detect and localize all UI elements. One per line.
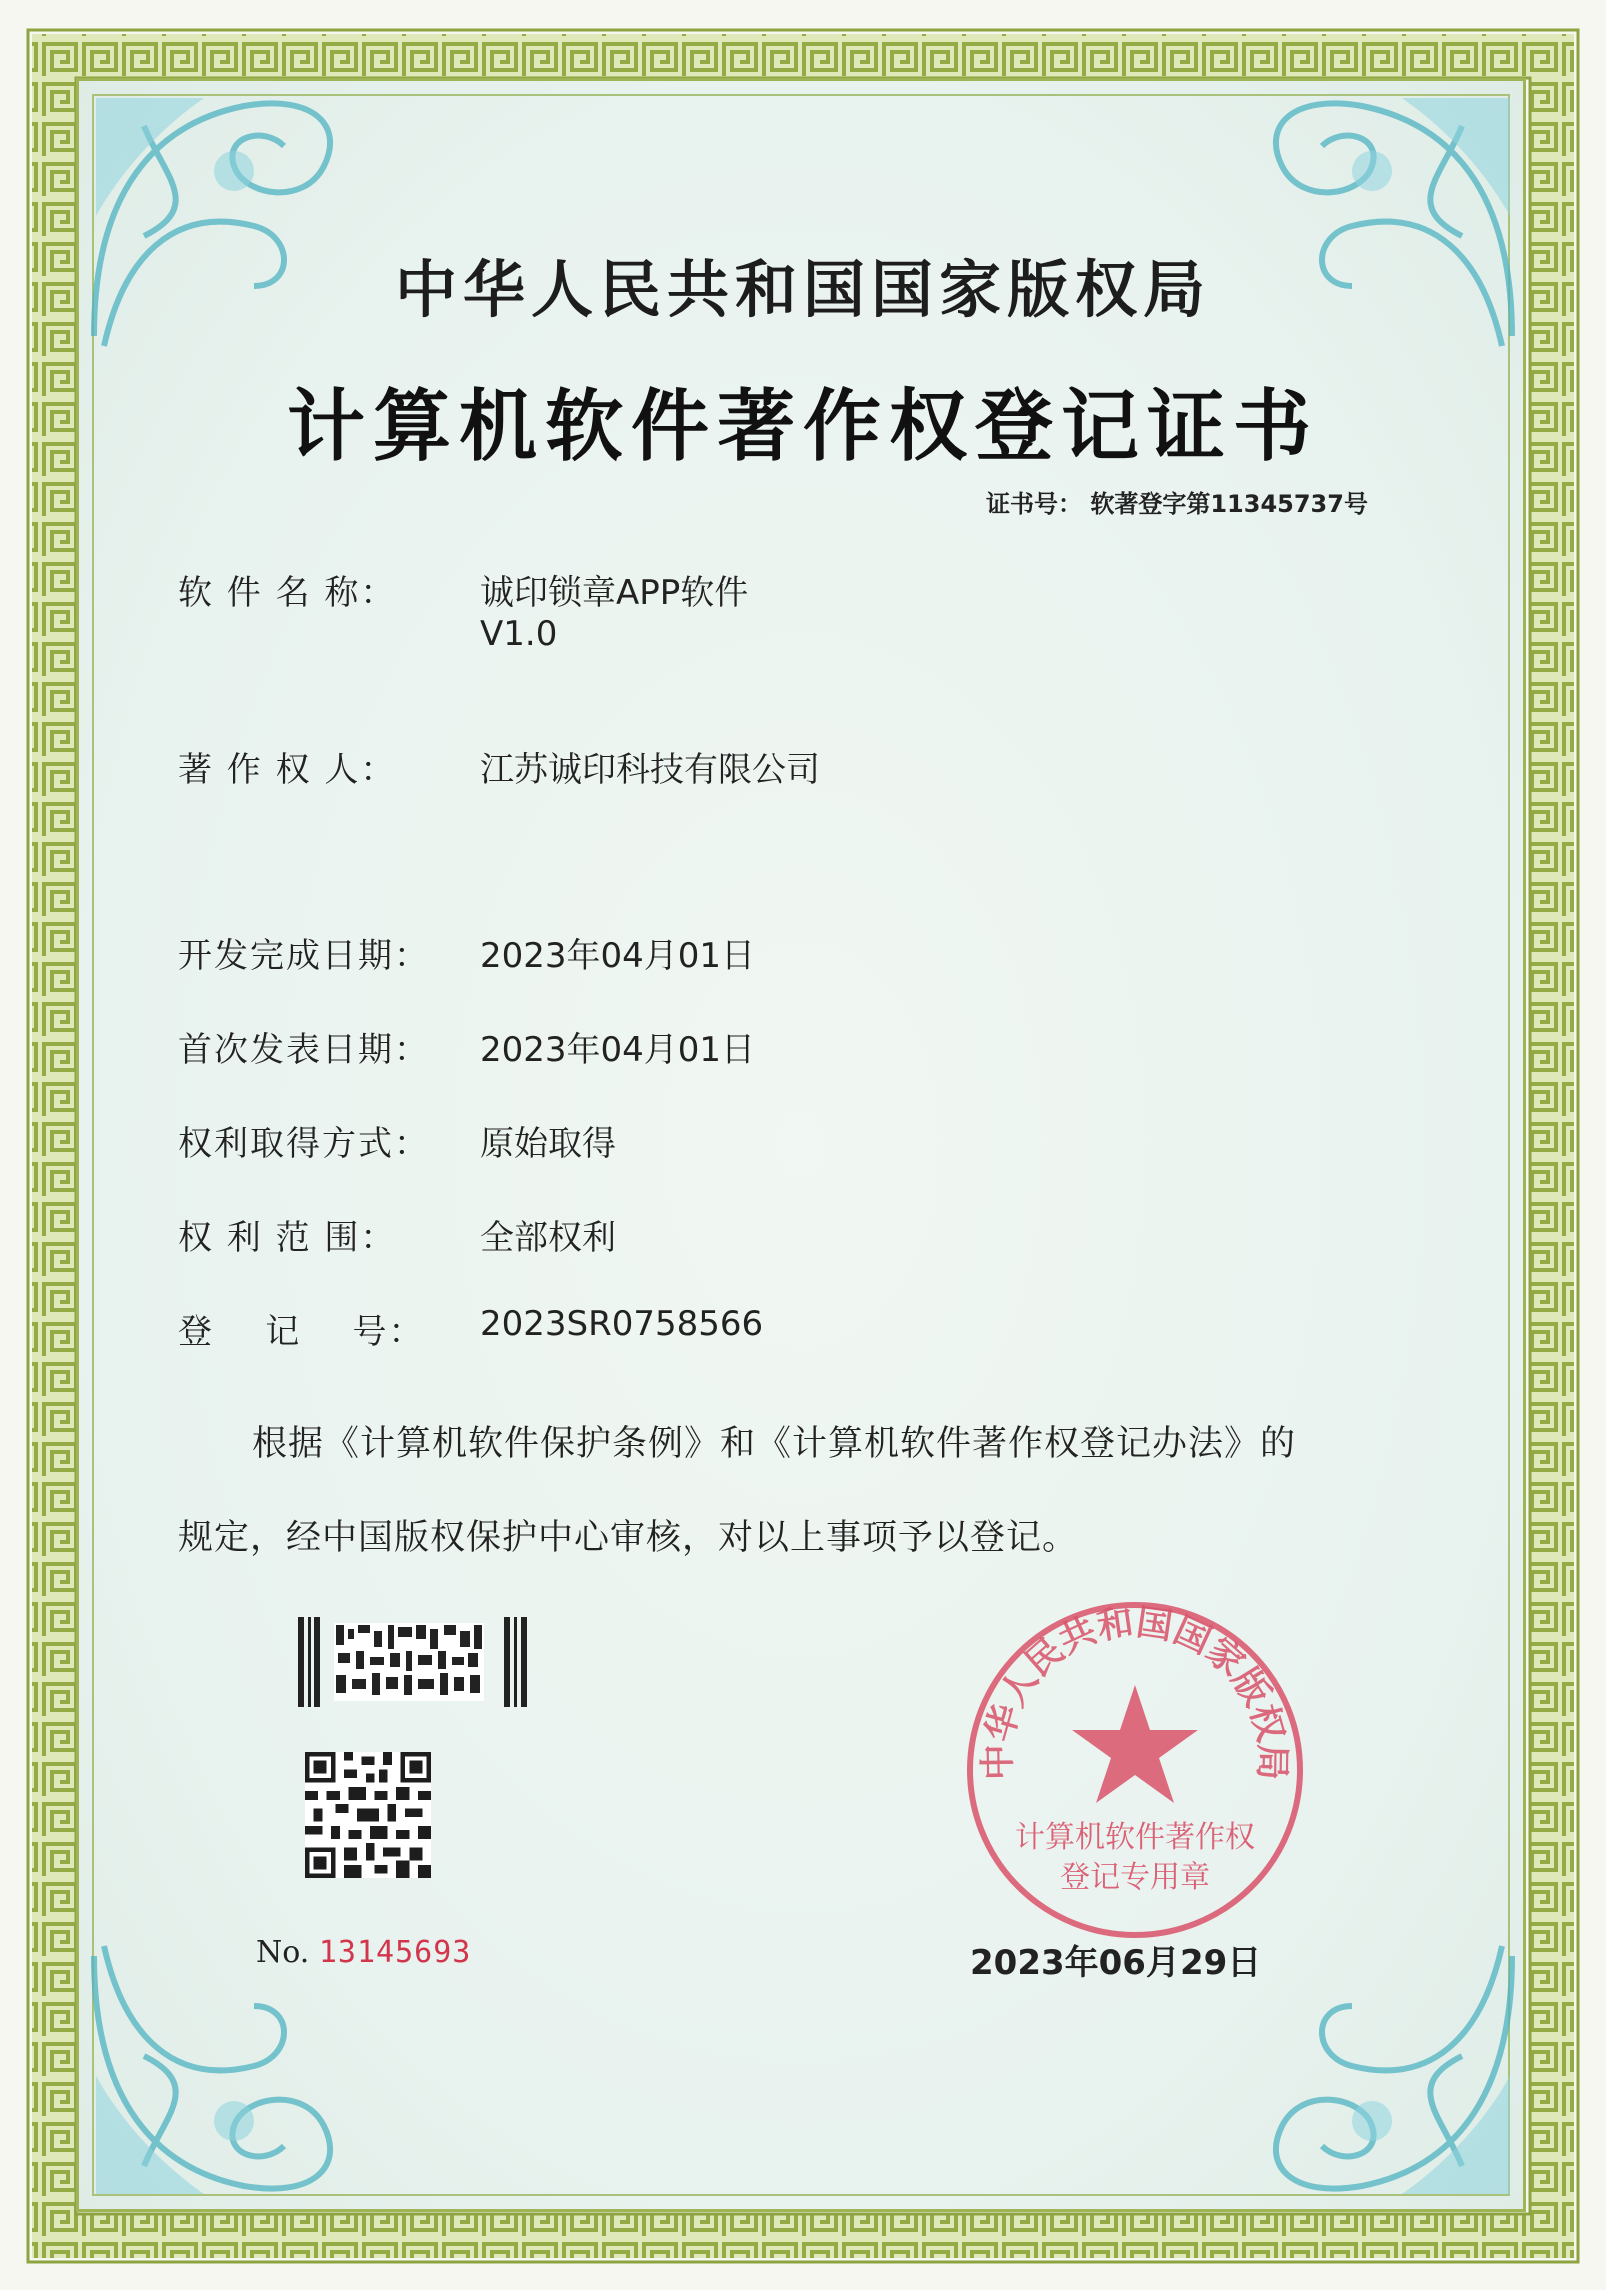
field-label-first-publication-date: 首次发表日期： xyxy=(178,1030,430,1070)
field-label-acquisition-method: 权利取得方式： xyxy=(178,1124,430,1164)
seal-star-icon xyxy=(1072,1685,1198,1803)
issuer-title: 中华人民共和国国家版权局 xyxy=(394,253,1211,326)
field-value-software-version: V1.0 xyxy=(480,614,558,654)
serial-prefix: No. xyxy=(256,1935,310,1970)
corner-ornament-bottom-right xyxy=(1252,1936,1522,2206)
issue-date: 2023年06月29日 xyxy=(970,1943,1262,1983)
seal-inner-line-1: 计算机软件著作权 xyxy=(1015,1820,1255,1855)
field-label-software-name: 软 件 名 称： xyxy=(178,573,397,613)
statement-line-2: 规定，经中国版权保护中心审核，对以上事项予以登记。 xyxy=(178,1518,1079,1558)
field-value-first-publication-date: 2023年04月01日 xyxy=(480,1030,756,1070)
certificate-title: 计算机软件著作权登记证书 xyxy=(286,381,1319,472)
field-value-registration-number: 2023SR0758566 xyxy=(480,1304,764,1344)
barcode xyxy=(298,1617,530,1707)
field-label-registration-number: 登 记 号： xyxy=(178,1312,425,1352)
field-value-software-name: 诚印锁章APP软件 xyxy=(480,573,749,613)
field-value-copyright-owner: 江苏诚印科技有限公司 xyxy=(480,750,820,790)
certificate-number-label: 证书号： xyxy=(986,490,1082,518)
certificate-number-value: 软著登字第11345737号 xyxy=(1090,490,1368,518)
serial-number xyxy=(256,1935,471,1970)
seal-outer-text: 中华人民共和国国家版权局 xyxy=(977,1602,1293,1781)
corner-ornament-bottom-left xyxy=(84,1936,354,2206)
seal-inner-line-2: 登记专用章 xyxy=(1060,1860,1210,1895)
certificate-number xyxy=(986,484,1368,519)
serial-value: 13145693 xyxy=(318,1935,472,1970)
field-label-copyright-owner: 著 作 权 人： xyxy=(178,750,397,790)
official-seal xyxy=(960,1595,1310,1945)
statement-line-1: 根据《计算机软件保护条例》和《计算机软件著作权登记办法》的 xyxy=(252,1424,1297,1464)
field-label-rights-scope: 权 利 范 围： xyxy=(178,1218,397,1258)
field-value-rights-scope: 全部权利 xyxy=(480,1218,616,1258)
qr-code xyxy=(305,1752,431,1878)
field-value-dev-completion-date: 2023年04月01日 xyxy=(480,936,756,976)
field-label-dev-completion-date: 开发完成日期： xyxy=(178,936,430,976)
field-value-acquisition-method: 原始取得 xyxy=(480,1124,616,1164)
